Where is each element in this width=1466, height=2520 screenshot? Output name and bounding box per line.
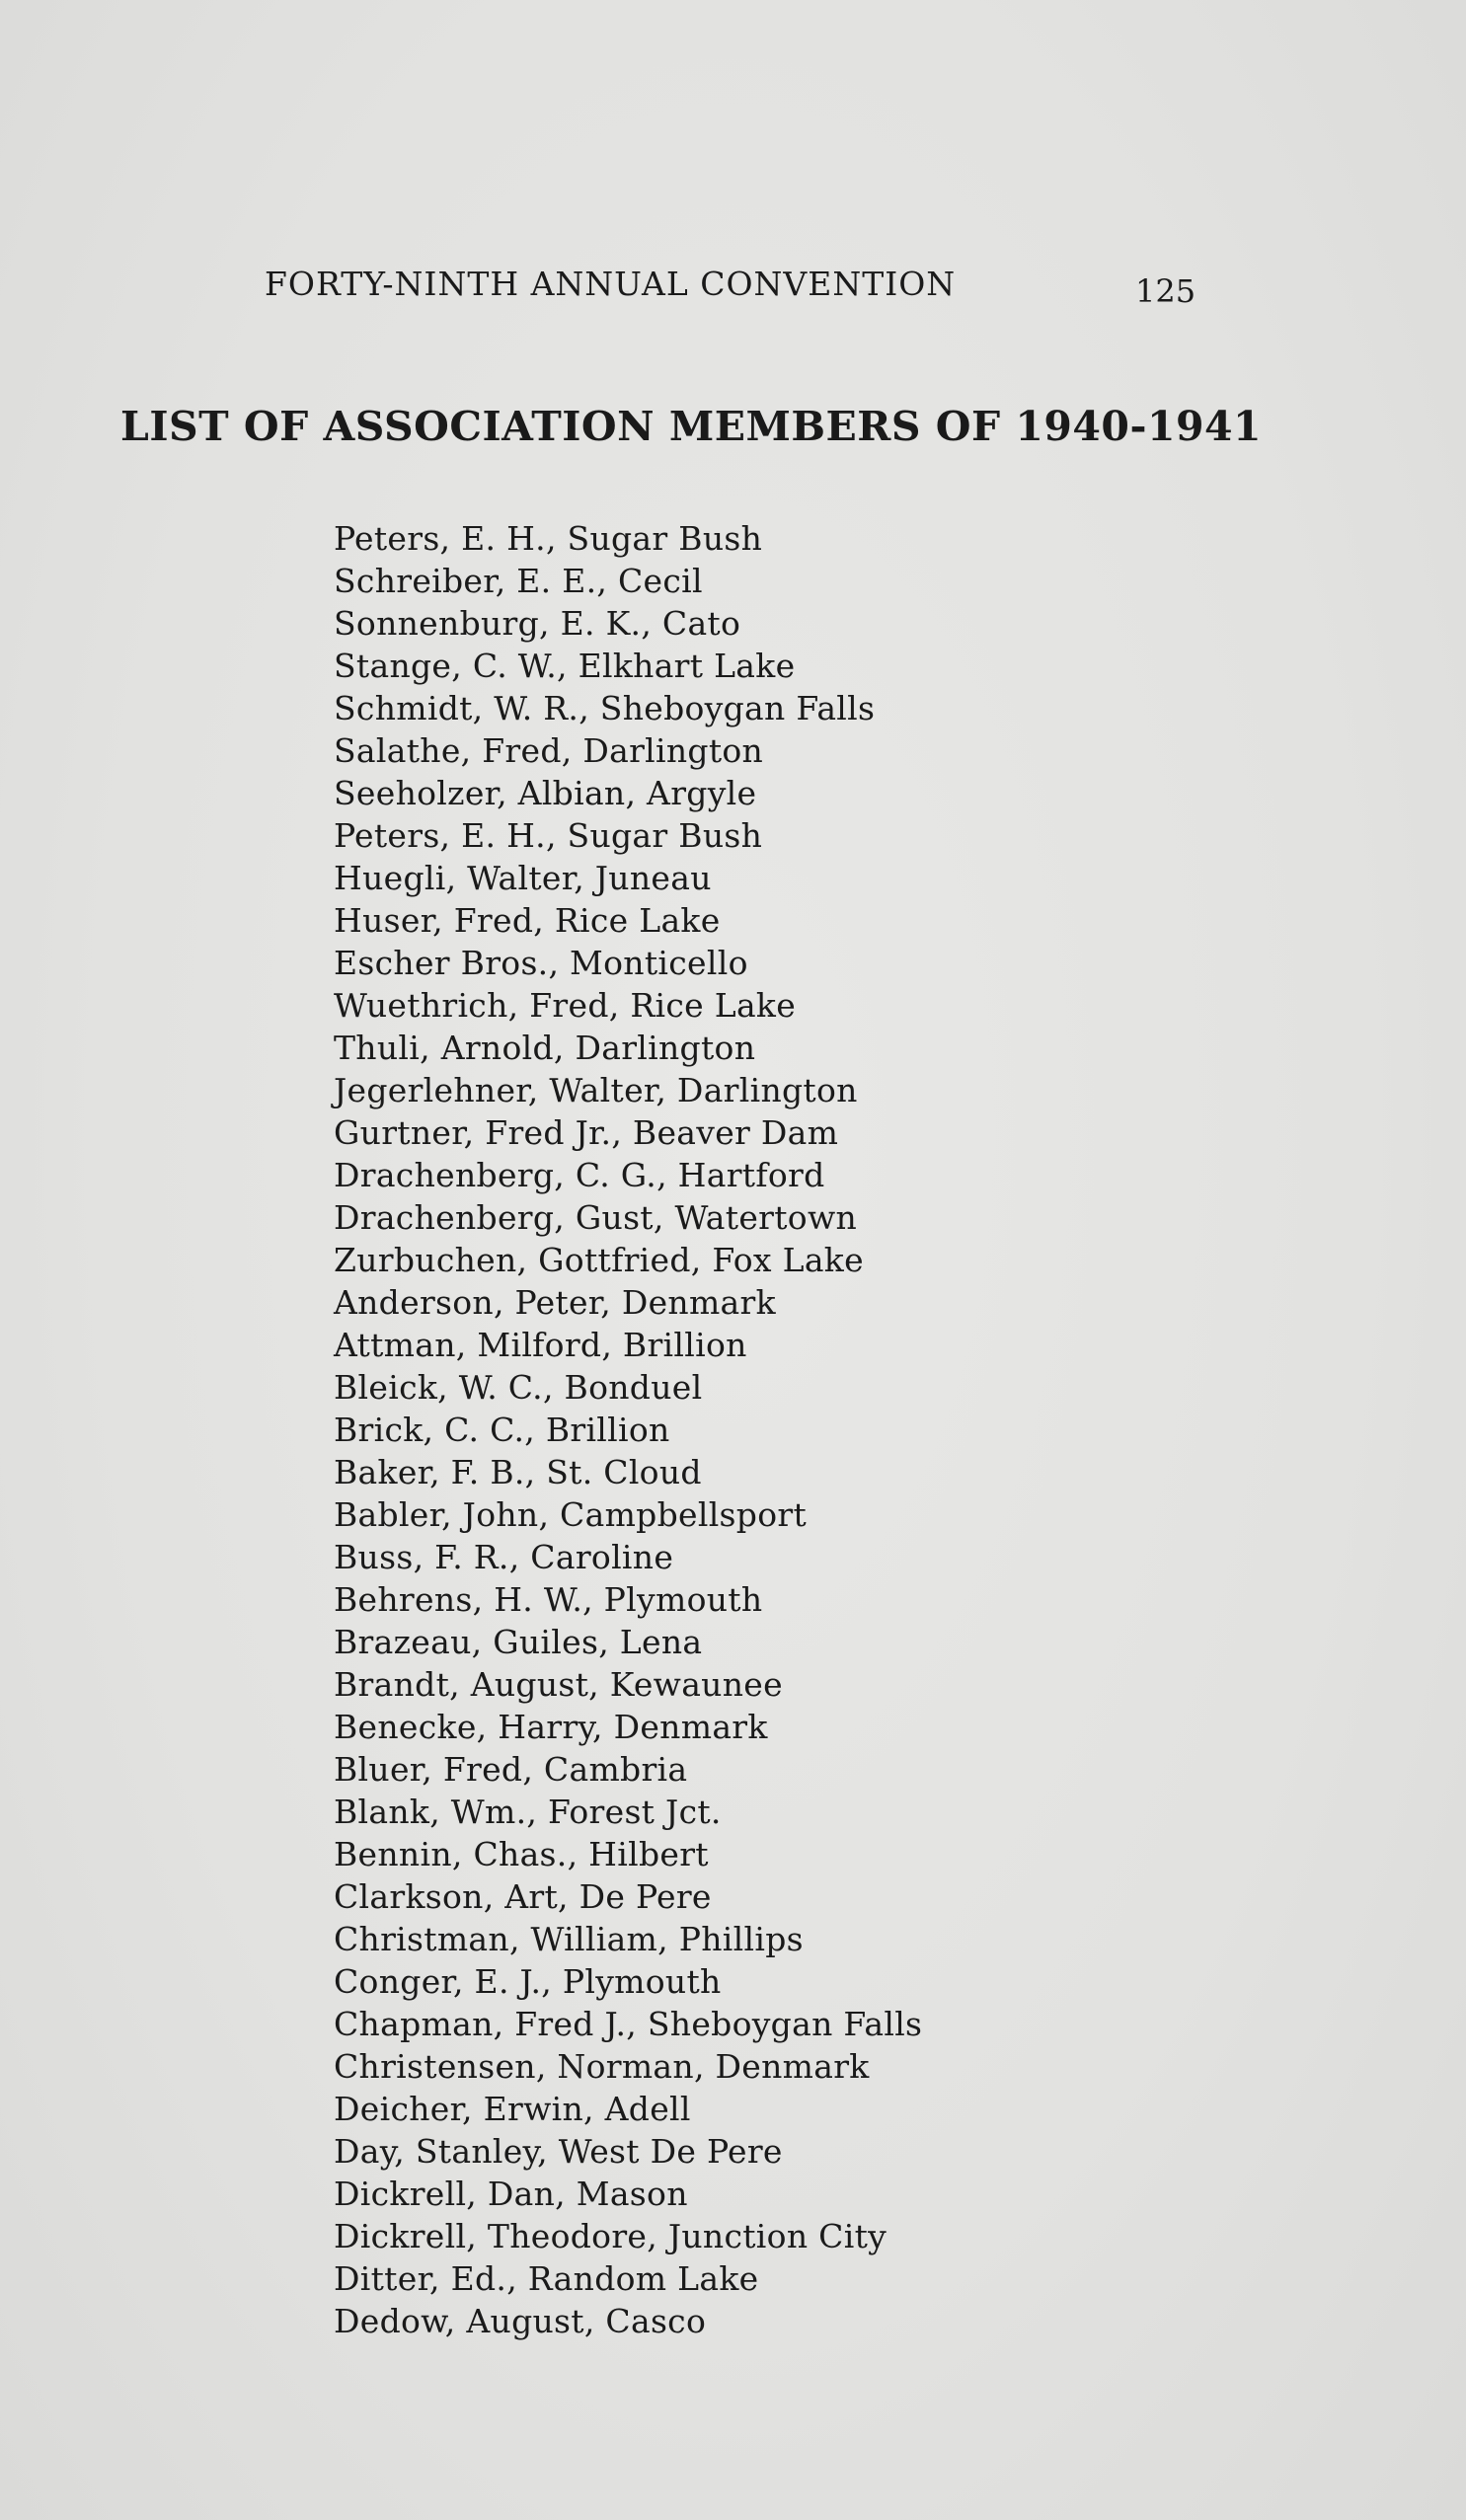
list-item: Zurbuchen, Gottfried, Fox Lake (334, 1241, 864, 1279)
list-item: Brazeau, Guiles, Lena (334, 1623, 703, 1661)
list-item: Dedow, August, Casco (334, 2302, 707, 2340)
list-item: Schmidt, W. R., Sheboygan Falls (334, 689, 876, 727)
list-item: Buss, F. R., Caroline (334, 1538, 674, 1576)
list-item: Stange, C. W., Elkhart Lake (334, 647, 796, 685)
list-item: Christman, William, Phillips (334, 1920, 804, 1958)
list-item: Sonnenburg, E. K., Cato (334, 604, 741, 643)
list-item: Day, Stanley, West De Pere (334, 2132, 783, 2171)
list-item: Brandt, August, Kewaunee (334, 1665, 783, 1704)
list-item: Blank, Wm., Forest Jct. (334, 1793, 722, 1831)
list-item: Benecke, Harry, Denmark (334, 1708, 768, 1746)
list-item: Gurtner, Fred Jr., Beaver Dam (334, 1113, 839, 1152)
list-item: Deicher, Erwin, Adell (334, 2090, 691, 2128)
list-item: Schreiber, E. E., Cecil (334, 562, 703, 600)
list-item: Drachenberg, C. G., Hartford (334, 1156, 825, 1194)
list-item: Seeholzer, Albian, Argyle (334, 774, 757, 812)
list-item: Peters, E. H., Sugar Bush (334, 816, 763, 855)
list-item: Huser, Fred, Rice Lake (334, 901, 721, 940)
running-head: FORTY-NINTH ANNUAL CONVENTION (265, 265, 957, 303)
list-item: Jegerlehner, Walter, Darlington (334, 1071, 858, 1109)
list-item: Attman, Milford, Brillion (334, 1326, 747, 1364)
list-item: Babler, John, Campbellsport (334, 1495, 808, 1534)
list-item: Peters, E. H., Sugar Bush (334, 519, 763, 558)
list-item: Baker, F. B., St. Cloud (334, 1453, 702, 1491)
page-title: LIST OF ASSOCIATION MEMBERS OF 1940-1941 (120, 403, 1263, 450)
list-item: Behrens, H. W., Plymouth (334, 1580, 763, 1619)
list-item: Bluer, Fred, Cambria (334, 1750, 688, 1789)
list-item: Anderson, Peter, Denmark (334, 1283, 776, 1322)
list-item: Chapman, Fred J., Sheboygan Falls (334, 2005, 923, 2043)
list-item: Bleick, W. C., Bonduel (334, 1368, 703, 1407)
list-item: Brick, C. C., Brillion (334, 1411, 670, 1449)
list-item: Huegli, Walter, Juneau (334, 859, 712, 897)
list-item: Ditter, Ed., Random Lake (334, 2259, 759, 2298)
list-item: Conger, E. J., Plymouth (334, 1962, 722, 2001)
list-item: Clarkson, Art, De Pere (334, 1877, 712, 1916)
list-item: Wuethrich, Fred, Rice Lake (334, 986, 797, 1025)
page-number: 125 (1135, 272, 1196, 310)
list-item: Christensen, Norman, Denmark (334, 2047, 870, 2086)
list-item: Escher Bros., Monticello (334, 944, 748, 982)
list-item: Bennin, Chas., Hilbert (334, 1835, 709, 1873)
list-item: Dickrell, Dan, Mason (334, 2175, 688, 2213)
member-list (334, 517, 922, 2342)
list-item: Salathe, Fred, Darlington (334, 731, 764, 770)
list-item: Dickrell, Theodore, Junction City (334, 2217, 887, 2255)
list-item: Thuli, Arnold, Darlington (334, 1029, 756, 1067)
list-item: Drachenberg, Gust, Watertown (334, 1198, 858, 1237)
